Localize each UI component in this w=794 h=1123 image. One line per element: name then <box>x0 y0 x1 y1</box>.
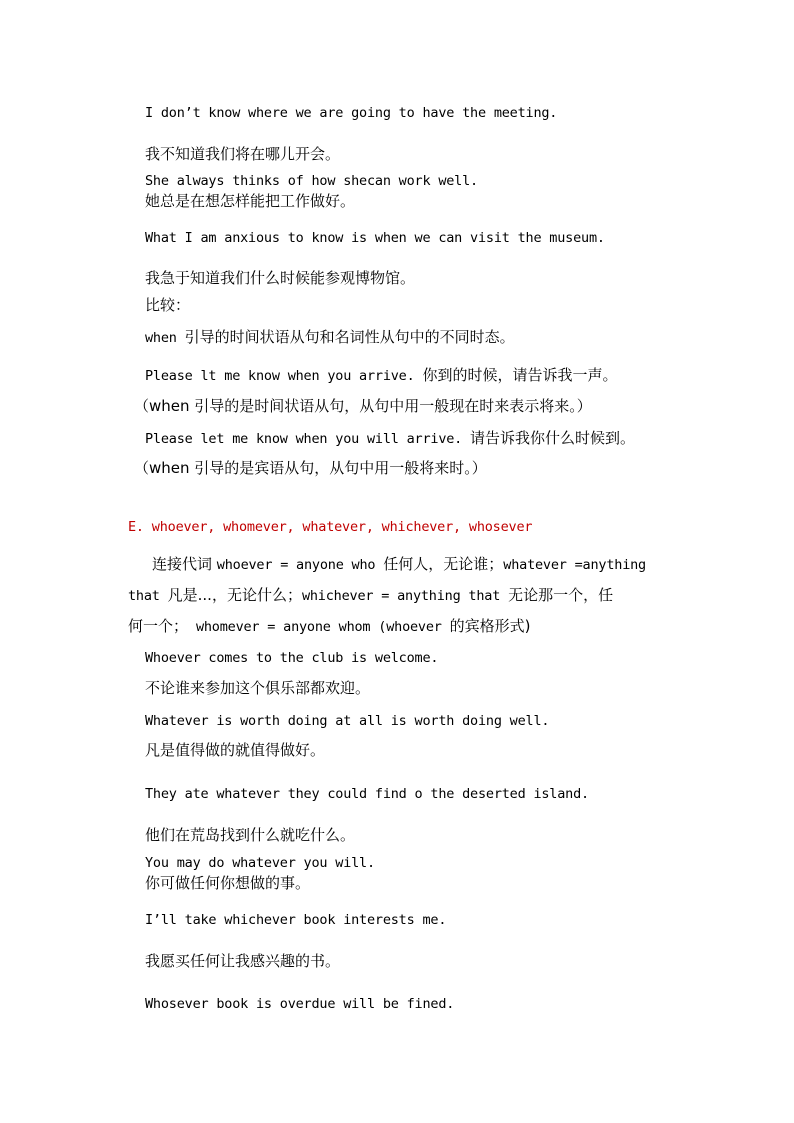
definition-text-zh: 任何人，无论谁； <box>383 555 504 573</box>
example-translation-zh: 凡是值得做的就值得做好。 <box>145 741 326 759</box>
compare-example <box>145 366 618 385</box>
example-translation-zh: 我不知道我们将在哪儿开会。 <box>145 145 341 163</box>
compare-explanation-en: （when <box>134 397 195 415</box>
example-sentence-en: Whosever book is overdue will be fined. <box>145 996 455 1012</box>
example-sentence-en: Whatever is worth doing at all is worth doing well. <box>145 713 550 729</box>
compare-example-en: Please lt me know when you arrive. <box>145 368 423 384</box>
definition-text-zh: 凡是...，无论什么； <box>167 586 302 604</box>
definition-text-en: whomever = anyone whom (whoever <box>188 619 450 635</box>
example-translation-zh: 我愿买任何让我感兴趣的书。 <box>145 952 341 970</box>
example-translation-zh: 不论谁来参加这个俱乐部都欢迎。 <box>145 679 371 697</box>
compare-note-en: when <box>145 330 185 346</box>
example-sentence-en: Whoever comes to the club is welcome. <box>145 650 439 666</box>
compare-example <box>145 429 635 448</box>
example-sentence-en: I’ll take whichever book interests me. <box>145 912 447 928</box>
definition-text-en: whatever =anything <box>503 557 646 573</box>
compare-explanation-zh: 引导的是时间状语从句，从句中用一般现在时来表示将来。） <box>194 397 592 415</box>
compare-explanation-zh: 引导的是宾语从句，从句中用一般将来时。） <box>194 459 487 477</box>
definition-text-zh: 无论那一个，任 <box>508 586 614 604</box>
example-sentence-en: You may do whatever you will. <box>145 855 375 871</box>
definition-text-en: whoever = anyone who <box>216 557 384 573</box>
compare-explanation-en: （when <box>134 459 195 477</box>
definition-text-zh: 何一个； <box>128 617 189 635</box>
compare-note <box>145 328 515 347</box>
example-sentence-en: What I am anxious to know is when we can visit the museum. <box>145 230 605 246</box>
definition-paragraph-line <box>128 617 531 636</box>
example-translation-zh: 他们在荒岛找到什么就吃什么。 <box>145 826 356 844</box>
compare-explanation <box>134 459 487 478</box>
definition-paragraph-line <box>128 586 613 605</box>
definition-text-zh: 的宾格形式) <box>449 617 531 635</box>
compare-label: 比较： <box>145 296 191 314</box>
compare-example-en: Please let me know when you will arrive. <box>145 431 471 447</box>
example-sentence-en: They ate whatever they could find o the deserted island. <box>145 786 589 802</box>
section-heading: E. whoever, whomever, whatever, whichever, whosever <box>128 519 533 535</box>
example-translation-zh: 我急于知道我们什么时候能参观博物馆。 <box>145 269 416 287</box>
definition-text-en: that <box>128 588 168 604</box>
definition-paragraph-line <box>152 555 646 574</box>
definition-text-zh: 连接代词 <box>152 555 217 573</box>
compare-example-zh: 请告诉我你什么时候到。 <box>470 429 636 447</box>
compare-example-zh: 你到的时候，请告诉我一声。 <box>422 366 618 384</box>
example-translation-zh: 你可做任何你想做的事。 <box>145 874 311 892</box>
definition-text-en: whichever = anything that <box>301 588 509 604</box>
example-sentence-en: I don’t know where we are going to have the meeting. <box>145 105 558 121</box>
compare-explanation <box>134 397 592 416</box>
example-translation-zh: 她总是在想怎样能把工作做好。 <box>145 192 356 210</box>
example-sentence-en: She always thinks of how shecan work well. <box>145 173 478 189</box>
compare-note-zh: 引导的时间状语从句和名词性从句中的不同时态。 <box>184 328 515 346</box>
